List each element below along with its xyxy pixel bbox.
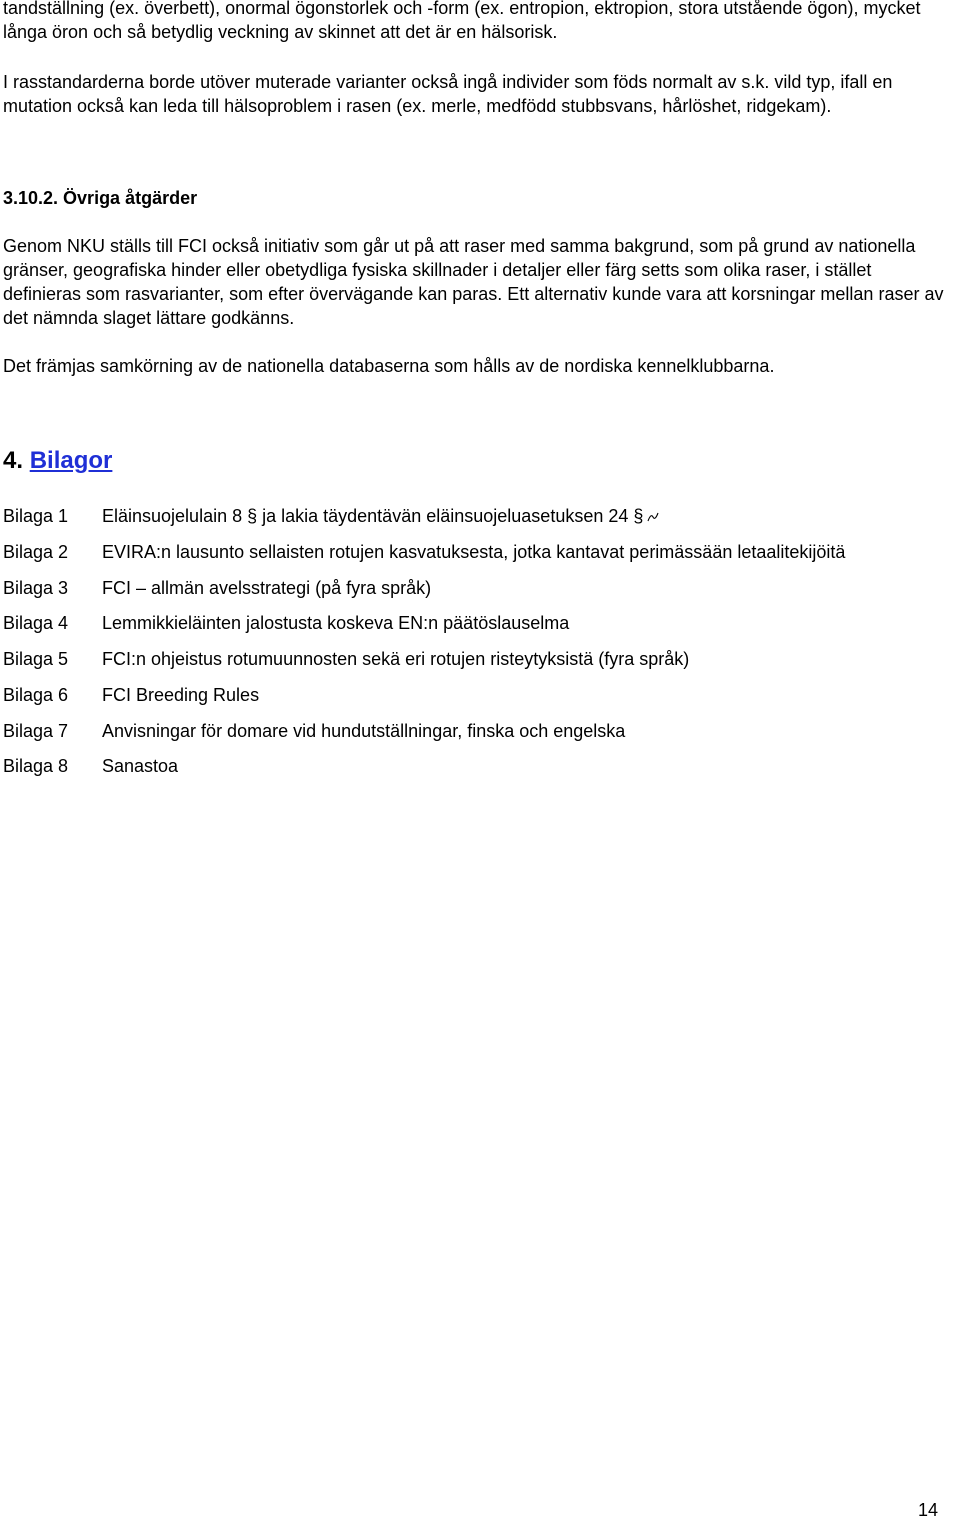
attachment-label: Bilaga 3 (3, 577, 69, 598)
attachment-title-text: Eläinsuojelulain 8 § ja lakia täydentävän eläinsuojeluasetuksen 24 § (102, 506, 644, 526)
page-number: 14 (917, 1500, 938, 1520)
attachment-row (0, 609, 960, 645)
section-number: 4. (3, 447, 24, 474)
intro-paragraph-2: I rasstandarderna borde utöver muterade varianter också ingå individer som föds normalt av s.k. vild typ, ifall en mutation också kan leda till hälsoproblem i rasen (ex. merle, medfödd stubbsvans, hårlöshet, ridgekam). (3, 72, 893, 116)
attachment-title (102, 502, 659, 530)
attachment-title: Lemmikkieläinten jalostusta koskeva EN:n päätöslauselma (102, 613, 570, 634)
section-3-10-2-paragraph-2: Det främjas samkörning av de nationella databaserna som hålls av de nordiska kennelklubbarna. (3, 356, 775, 376)
attachment-title: Anvisningar för domare vid hundutställningar, finska och engelska (102, 720, 626, 741)
attachment-row (0, 574, 960, 610)
attachment-row (0, 752, 960, 788)
attachment-label: Bilaga 8 (3, 756, 69, 777)
attachment-list (0, 502, 960, 788)
attachment-row (0, 717, 960, 753)
intro-paragraph-1: tandställning (ex. överbett), onormal ögonstorlek och -form (ex. entropion, ektropion, stora utstående ögon), mycket långa öron och så betydlig veckning av skinnet att det är en hälsorisk. (3, 0, 921, 42)
attachment-title: EVIRA:n lausunto sellaisten rotujen kasvatuksesta, jotka kantavat perimässään letaalitekijöitä (102, 541, 846, 562)
section-3-10-2-paragraph-1: Genom NKU ställs till FCI också initiativ som går ut på att raser med samma bakgrund, som på grund av nationella gränser, geografiska hinder eller obetydliga fysiska skillnader i detaljer eller färg setts som olika raser, i stället definieras som rasvarianter, som efter övervägande kan paras. Ett alternativ kunde vara att korsningar mellan raser av det nämnda slaget lättare godkänns. (3, 236, 944, 328)
attachment-row (0, 538, 960, 574)
attachment-row (0, 645, 960, 681)
attachment-label: Bilaga 5 (3, 649, 69, 669)
attachment-row (0, 681, 960, 717)
squiggle-icon (647, 510, 659, 524)
attachment-label: Bilaga 1 (3, 506, 69, 526)
section-heading-4 (3, 446, 112, 476)
attachment-title: FCI Breeding Rules (102, 684, 260, 705)
attachment-label: Bilaga 7 (3, 720, 69, 741)
attachment-row (0, 502, 960, 538)
attachment-title: FCI:n ohjeistus rotumuunnosten sekä eri rotujen risteytyksistä (fyra språk) (102, 649, 690, 669)
attachment-label: Bilaga 6 (3, 684, 69, 705)
attachment-label: Bilaga 2 (3, 541, 69, 562)
section-heading-3-10-2: 3.10.2. Övriga åtgärder (3, 188, 198, 208)
attachment-title: Sanastoa (102, 756, 179, 777)
attachment-label: Bilaga 4 (3, 613, 69, 634)
bilagor-link[interactable]: Bilagor (29, 447, 113, 474)
attachment-title: FCI – allmän avelsstrategi (på fyra språk) (102, 577, 432, 598)
